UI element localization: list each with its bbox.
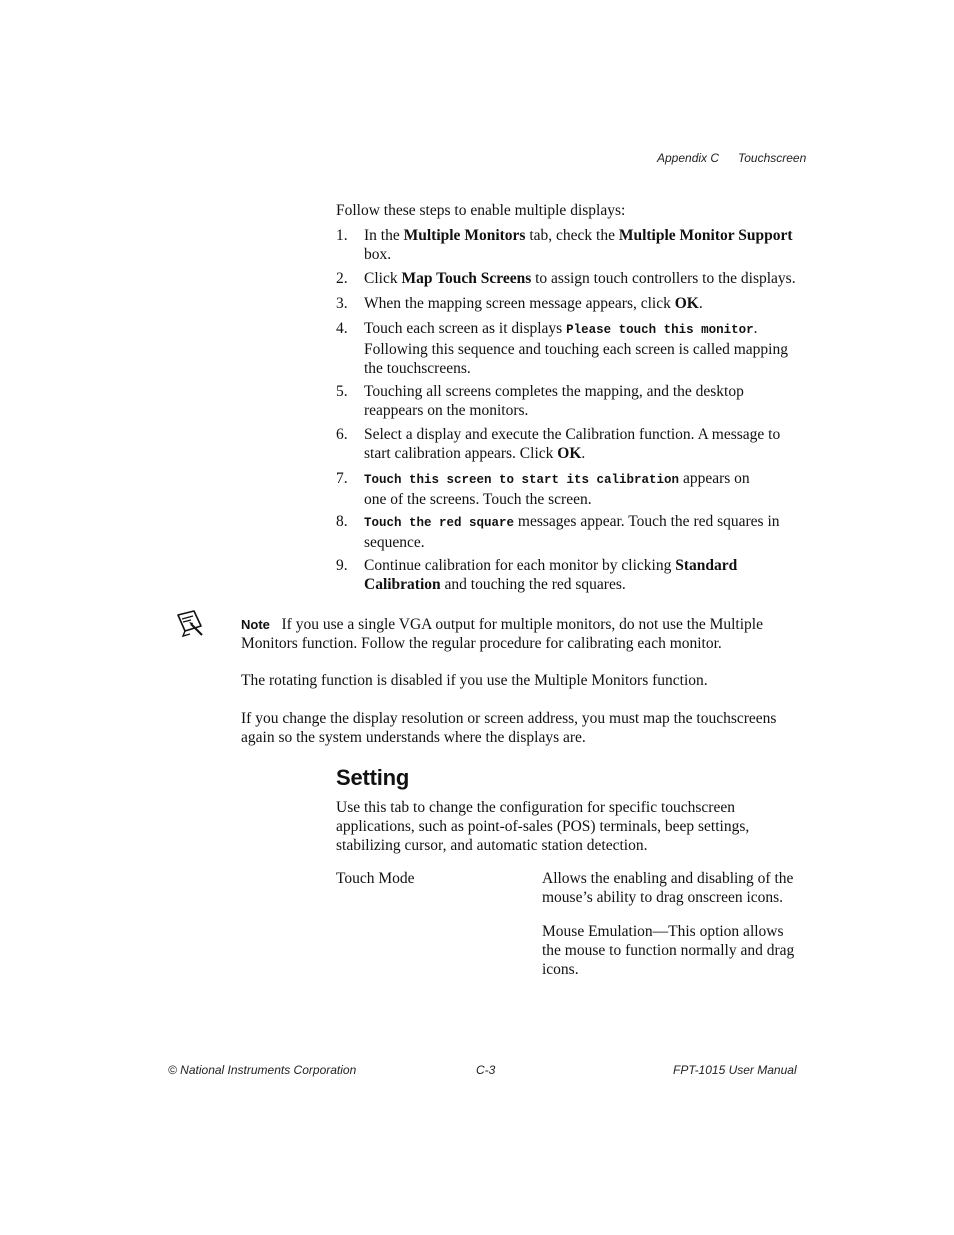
note-block: Note If you use a single VGA output for multiple monitors, do not use the Multiple Monitors function. Follow the regular procedure for calibrating each monitor. <box>241 616 763 652</box>
intro-text: Follow these steps to enable multiple displays: <box>336 202 626 219</box>
paragraph: The rotating function is disabled if you use the Multiple Monitors function. <box>241 672 708 689</box>
section-description: Use this tab to change the configuration for specific touchscreen applications, such as point-of-sales (POS) terminals, beep settings, stabilizing cursor, and automatic station detection. <box>336 799 750 854</box>
step-number: 1. <box>336 227 348 244</box>
table-definition: Mouse Emulation—This option allows the mouse to function normally and drag icons. <box>542 923 795 978</box>
step-number: 7. <box>336 470 348 487</box>
step-number: 5. <box>336 383 348 400</box>
step-number: 8. <box>336 513 348 530</box>
step-number: 2. <box>336 270 348 287</box>
footer-left: © National Instruments Corporation <box>168 1063 357 1077</box>
header-appendix: Appendix C <box>657 151 720 165</box>
page-number: C-3 <box>476 1063 496 1077</box>
note-label: Note <box>241 617 270 632</box>
table-definition: Allows the enabling and disabling of the mouse’s ability to drag onscreen icons. <box>542 870 794 906</box>
section-title: Setting <box>336 765 410 790</box>
step-number: 6. <box>336 426 348 443</box>
step-number: 3. <box>336 295 348 312</box>
header-chapter: Touchscreen <box>738 151 807 165</box>
paragraph: If you change the display resolution or screen address, you must map the touchscreens again so the system understands where the displays are. <box>241 710 777 746</box>
step-number: 4. <box>336 320 348 337</box>
note-icon <box>174 609 206 639</box>
table-term: Touch Mode <box>336 870 415 887</box>
step-number: 9. <box>336 557 348 574</box>
footer-right: FPT-1015 User Manual <box>673 1063 797 1077</box>
